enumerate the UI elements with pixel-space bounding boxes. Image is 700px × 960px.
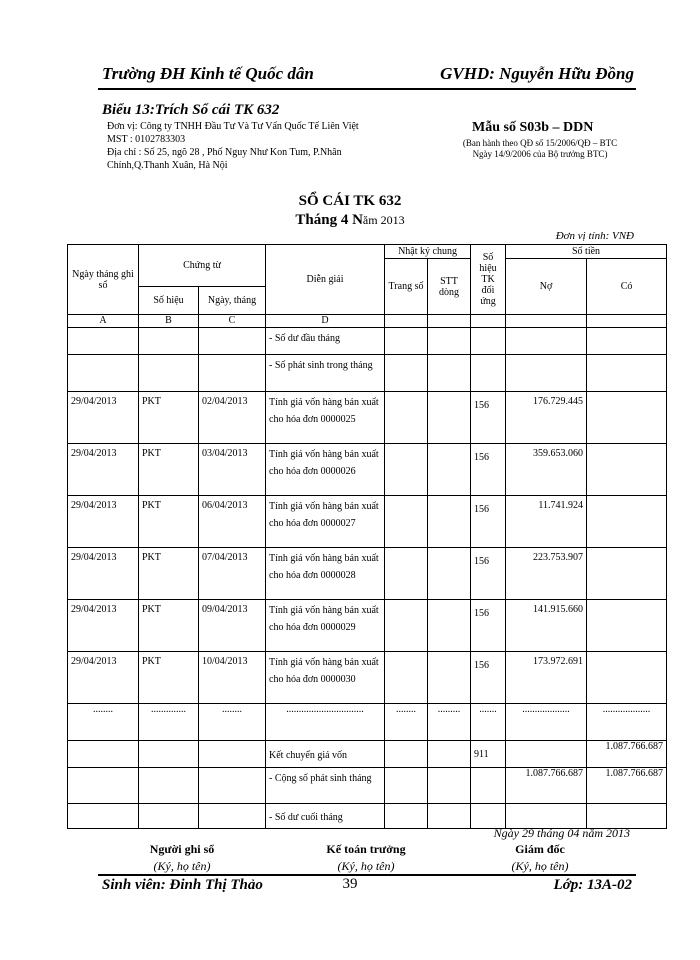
entry-desc: Tính giá vốn hàng bán xuất cho hóa đơn 0000030 bbox=[266, 652, 385, 704]
dots-line: ......... bbox=[428, 704, 471, 741]
student-name: Sinh viên: Đinh Thị Thảo bbox=[102, 877, 263, 893]
entry-credit bbox=[587, 652, 667, 704]
class-name: Lớp: 13A-02 bbox=[553, 877, 632, 893]
address-line-1: Địa chỉ : Số 25, ngõ 28 , Phố Nguy Như Kon Tum, P.Nhân bbox=[107, 147, 342, 158]
period-suffix: ăm 2013 bbox=[362, 213, 405, 227]
entry-voucher-no: PKT bbox=[139, 444, 199, 496]
transfer-credit: 1.087.766.687 bbox=[587, 741, 667, 768]
arising-row bbox=[68, 355, 667, 392]
sign-date: Ngày 29 tháng 04 năm 2013 bbox=[493, 826, 630, 840]
col-credit-header: Có bbox=[587, 259, 667, 315]
entry-line bbox=[428, 600, 471, 652]
col-contra-header: Số hiệu TK đối ứng bbox=[471, 245, 506, 315]
entry-line bbox=[428, 392, 471, 444]
transfer-row bbox=[68, 741, 667, 768]
entry-date: 29/04/2013 bbox=[68, 652, 139, 704]
col-date-header: Ngày tháng ghi sổ bbox=[68, 245, 139, 315]
entry-debit: 359.653.060 bbox=[506, 444, 587, 496]
recorder-sign-note: (Ký, họ tên) bbox=[153, 859, 211, 873]
entry-debit: 173.972.691 bbox=[506, 652, 587, 704]
entry-date: 29/04/2013 bbox=[68, 600, 139, 652]
col-voucher-date-header: Ngày, tháng bbox=[199, 287, 266, 315]
entry-voucher-date: 02/04/2013 bbox=[199, 392, 266, 444]
col-line-header: STT dòng bbox=[428, 259, 471, 315]
entry-date: 29/04/2013 bbox=[68, 548, 139, 600]
supervisor-name: GVHD: Nguyễn Hữu Đồng bbox=[440, 64, 634, 83]
closing-balance-label: - Số dư cuối tháng bbox=[266, 804, 385, 829]
header-divider bbox=[98, 88, 636, 90]
entry-date: 29/04/2013 bbox=[68, 496, 139, 548]
table-row bbox=[68, 392, 667, 444]
total-credit: 1.087.766.687 bbox=[587, 768, 667, 804]
entry-voucher-date: 09/04/2013 bbox=[199, 600, 266, 652]
entry-credit bbox=[587, 600, 667, 652]
entry-voucher-no: PKT bbox=[139, 600, 199, 652]
entry-desc: Tính giá vốn hàng bán xuất cho hóa đơn 0000029 bbox=[266, 600, 385, 652]
entry-voucher-date: 06/04/2013 bbox=[199, 496, 266, 548]
entry-acc: 156 bbox=[471, 548, 506, 600]
ledger-title: SỔ CÁI TK 632 bbox=[298, 193, 402, 209]
table-row bbox=[68, 600, 667, 652]
entry-line bbox=[428, 496, 471, 548]
col-voucher-no-header: Số hiệu bbox=[139, 287, 199, 315]
entry-voucher-date: 03/04/2013 bbox=[199, 444, 266, 496]
total-row bbox=[68, 768, 667, 804]
letter-b: B bbox=[139, 315, 199, 328]
chief-accountant-title: Kế toán trưởng bbox=[326, 842, 406, 856]
dots-desc: ............................... bbox=[266, 704, 385, 741]
unit-info bbox=[107, 120, 432, 172]
column-letter-row bbox=[68, 315, 667, 328]
entry-debit: 11.741.924 bbox=[506, 496, 587, 548]
entry-page bbox=[385, 600, 428, 652]
dots-credit: ................... bbox=[587, 704, 667, 741]
entry-debit: 176.729.445 bbox=[506, 392, 587, 444]
table-row bbox=[68, 496, 667, 548]
col-voucher-header: Chứng từ bbox=[139, 245, 266, 287]
ellipsis-row bbox=[68, 704, 667, 741]
ledger-table bbox=[67, 244, 667, 829]
entry-date: 29/04/2013 bbox=[68, 444, 139, 496]
director-title: Giám đốc bbox=[515, 842, 565, 856]
recorder-title: Người ghi sổ bbox=[149, 842, 215, 856]
entry-voucher-no: PKT bbox=[139, 496, 199, 548]
entry-line bbox=[428, 548, 471, 600]
col-page-header: Trang số bbox=[385, 259, 428, 315]
dots-voucher-date: ........ bbox=[199, 704, 266, 741]
entry-page bbox=[385, 548, 428, 600]
arising-label: - Số phát sinh trong tháng bbox=[266, 355, 385, 392]
entry-debit: 141.915.660 bbox=[506, 600, 587, 652]
entry-page bbox=[385, 652, 428, 704]
total-desc: - Cộng số phát sinh tháng bbox=[266, 768, 385, 804]
opening-balance-label: - Số dư đầu tháng bbox=[266, 328, 385, 355]
entry-acc: 156 bbox=[471, 392, 506, 444]
entry-desc: Tính giá vốn hàng bán xuất cho hóa đơn 0000028 bbox=[266, 548, 385, 600]
currency-unit: Đơn vị tính: VNĐ bbox=[555, 230, 634, 242]
entry-voucher-no: PKT bbox=[139, 652, 199, 704]
form-note-2: Ngày 14/9/2006 của Bộ trưởng BTC) bbox=[472, 149, 608, 159]
entry-line bbox=[428, 652, 471, 704]
tax-code: MST : 0102783303 bbox=[107, 134, 186, 145]
letter-c: C bbox=[199, 315, 266, 328]
entry-acc: 156 bbox=[471, 496, 506, 548]
page-number: 39 bbox=[342, 876, 358, 892]
school-name: Trường ĐH Kinh tế Quốc dân bbox=[102, 64, 314, 83]
director-sign-note: (Ký, họ tên) bbox=[511, 859, 569, 873]
col-desc-header: Diễn giải bbox=[266, 245, 385, 315]
dots-debit: ................... bbox=[506, 704, 587, 741]
ledger-period bbox=[0, 212, 700, 229]
entry-page bbox=[385, 392, 428, 444]
total-debit: 1.087.766.687 bbox=[506, 768, 587, 804]
table-row bbox=[68, 652, 667, 704]
closing-balance-row bbox=[68, 804, 667, 829]
entry-desc: Tính giá vốn hàng bán xuất cho hóa đơn 0000026 bbox=[266, 444, 385, 496]
dots-acc: ....... bbox=[471, 704, 506, 741]
entry-page bbox=[385, 444, 428, 496]
period-prefix: Tháng 4 N bbox=[295, 212, 363, 228]
entry-acc: 156 bbox=[471, 652, 506, 704]
table-row bbox=[68, 444, 667, 496]
form-note bbox=[440, 138, 640, 160]
table-row bbox=[68, 548, 667, 600]
entry-desc: Tính giá vốn hàng bán xuất cho hóa đơn 0000025 bbox=[266, 392, 385, 444]
entry-date: 29/04/2013 bbox=[68, 392, 139, 444]
transfer-acc: 911 bbox=[471, 741, 506, 768]
form-note-1: (Ban hành theo QĐ số 15/2006/QĐ – BTC bbox=[462, 138, 618, 148]
entry-voucher-no: PKT bbox=[139, 548, 199, 600]
dots-date: ........ bbox=[68, 704, 139, 741]
letter-d: D bbox=[266, 315, 385, 328]
letter-a: A bbox=[68, 315, 139, 328]
entry-credit bbox=[587, 392, 667, 444]
chief-accountant-sign-note: (Ký, họ tên) bbox=[337, 859, 395, 873]
entry-voucher-date: 10/04/2013 bbox=[199, 652, 266, 704]
entry-acc: 156 bbox=[471, 600, 506, 652]
entry-page bbox=[385, 496, 428, 548]
transfer-desc: Kết chuyển giá vốn bbox=[266, 741, 385, 768]
entry-desc: Tính giá vốn hàng bán xuất cho hóa đơn 0000027 bbox=[266, 496, 385, 548]
entry-credit bbox=[587, 548, 667, 600]
dots-page: ........ bbox=[385, 704, 428, 741]
dots-voucher-no: .............. bbox=[139, 704, 199, 741]
col-journal-header: Nhật ký chung bbox=[385, 245, 471, 259]
entry-debit: 223.753.907 bbox=[506, 548, 587, 600]
entry-acc: 156 bbox=[471, 444, 506, 496]
unit-name: Đơn vị: Công ty TNHH Đầu Tư Và Tư Vấn Quốc Tế Liên Việt bbox=[107, 121, 359, 132]
col-amount-header: Số tiền bbox=[506, 245, 667, 259]
form-code: Mẫu số S03b – DDN bbox=[472, 120, 594, 135]
address-line-2: Chính,Q.Thanh Xuân, Hà Nội bbox=[107, 160, 228, 171]
entry-voucher-no: PKT bbox=[139, 392, 199, 444]
col-debit-header: Nợ bbox=[506, 259, 587, 315]
entry-credit bbox=[587, 496, 667, 548]
entry-voucher-date: 07/04/2013 bbox=[199, 548, 266, 600]
form-title: Biểu 13:Trích Sổ cái TK 632 bbox=[102, 102, 280, 118]
entry-line bbox=[428, 444, 471, 496]
entry-credit bbox=[587, 444, 667, 496]
opening-balance-row bbox=[68, 328, 667, 355]
